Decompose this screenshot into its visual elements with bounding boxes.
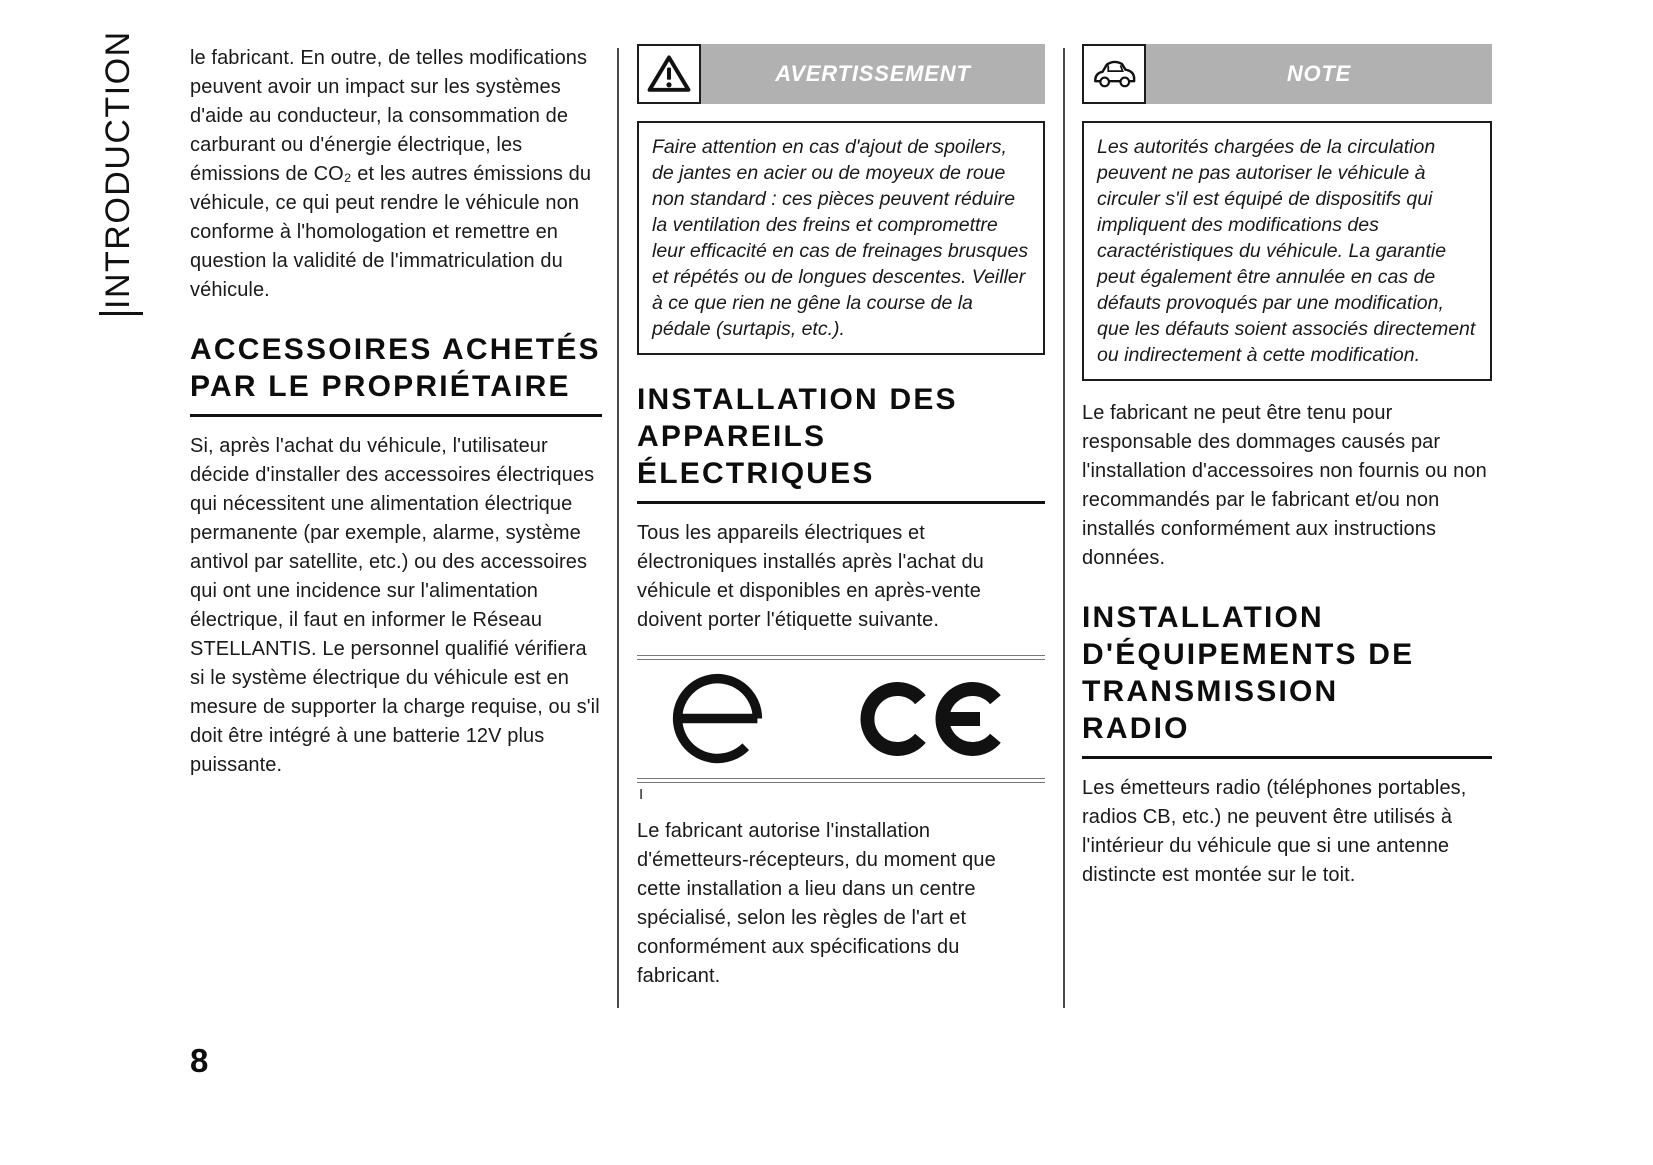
warning-title-bar: AVERTISSEMENT: [701, 44, 1045, 104]
paragraph-continuation: le fabricant. En outre, de telles modifications peuvent avoir un impact sur les systèmes d'aide au conducteur, la consommation de carburant ou d'énergie électrique, les émissions de CO₂ et les autres émissions du véhicule, ce qui peut rendre le véhicule non conforme à l'homologation et remettre en question la validité de l'immatriculation du véhicule.: [190, 47, 592, 301]
figure-content: [637, 660, 1045, 778]
figure-caption: I: [639, 785, 644, 803]
note-header: [1082, 44, 1492, 104]
column-middle: [637, 44, 1045, 991]
figure-bottom-rule: [637, 778, 1045, 783]
note-body: Les autorités chargées de la circulation peuvent ne pas autoriser le véhicule à circuler s'il est équipé de dispositifs qui impliquent des modifications des caractéristiques du véhicule. La garantie peut également être annulée en cas de défauts provoqués par une modification, que les défauts soient associés directement ou indirectement à cette modification.: [1082, 121, 1492, 381]
warning-icon-box: [637, 44, 701, 104]
e-approval-mark-icon: [665, 666, 770, 771]
paragraph-appareils: Tous les appareils électriques et électroniques installés après l'achat du véhicule et disponibles en après-vente doivent porter l'étiquette suivante.: [637, 521, 984, 631]
column-divider: [617, 48, 619, 1008]
ce-mark-icon: [860, 676, 1010, 762]
note-title-bar: NOTE: [1146, 44, 1492, 104]
warning-header: [637, 44, 1045, 104]
note-icon-box: [1082, 44, 1146, 104]
figure-approval-marks: [637, 655, 1045, 803]
heading-installation-appareils: INSTALLATION DES APPAREILS ÉLECTRIQUES: [637, 383, 958, 490]
chapter-tab-label: INTRODUCTION: [99, 30, 137, 309]
warning-triangle-icon: [646, 53, 692, 95]
heading-transmission-radio: INSTALLATION D'ÉQUIPEMENTS DE TRANSMISSION RADIO: [1082, 601, 1415, 745]
paragraph-emetteurs-radio: Les émetteurs radio (téléphones portables, radios CB, etc.) ne peuvent être utilisés à l'intérieur du véhicule que si une antenne distincte est montée sur le toit.: [1082, 776, 1467, 886]
column-left: [190, 44, 602, 780]
paragraph-accessoires: Si, après l'achat du véhicule, l'utilisateur décide d'installer des accessoires électriques qui nécessitent une alimentation électrique permanente (par exemple, alarme, système antivol par satellite, etc.) ou des accessoires qui ont une incidence sur l'alimentation électrique, il faut en informer le Réseau STELLANTIS. Le personnel qualifié vérifiera si le système électrique du véhicule est en mesure de supporter la charge requise, ou s'il doit être intégré à une batterie 12V plus puissante.: [190, 434, 600, 776]
column-divider: [1063, 48, 1065, 1008]
car-icon: [1091, 57, 1137, 91]
warning-body: Faire attention en cas d'ajout de spoilers, de jantes en acier ou de moyeux de roue non standard : ces pièces peuvent réduire la ventilation des freins et compromettre leur efficacité en cas de freinages brusques et répétés ou de longues descentes. Veiller à ce que rien ne gêne la course de la pédale (surtapis, etc.).: [637, 121, 1045, 355]
chapter-tab-underline: [99, 312, 143, 315]
page-number: 8: [190, 1042, 209, 1079]
heading-rule: [637, 501, 1045, 504]
heading-rule: [190, 414, 602, 417]
heading-rule: [1082, 756, 1492, 759]
heading-accessoires: ACCESSOIRES ACHETÉS PAR LE PROPRIÉTAIRE: [190, 333, 601, 403]
column-right: [1082, 44, 1492, 890]
paragraph-responsabilite: Le fabricant ne peut être tenu pour responsable des dommages causés par l'installation d'accessoires non fournis ou non recommandés par le fabricant et/ou non installés conformément aux instructions données.: [1082, 402, 1487, 569]
paragraph-emetteurs: Le fabricant autorise l'installation d'émetteurs-récepteurs, du moment que cette installation a lieu dans un centre spécialisé, selon les règles de l'art et conformément aux spécifications du fabricant.: [637, 819, 996, 987]
